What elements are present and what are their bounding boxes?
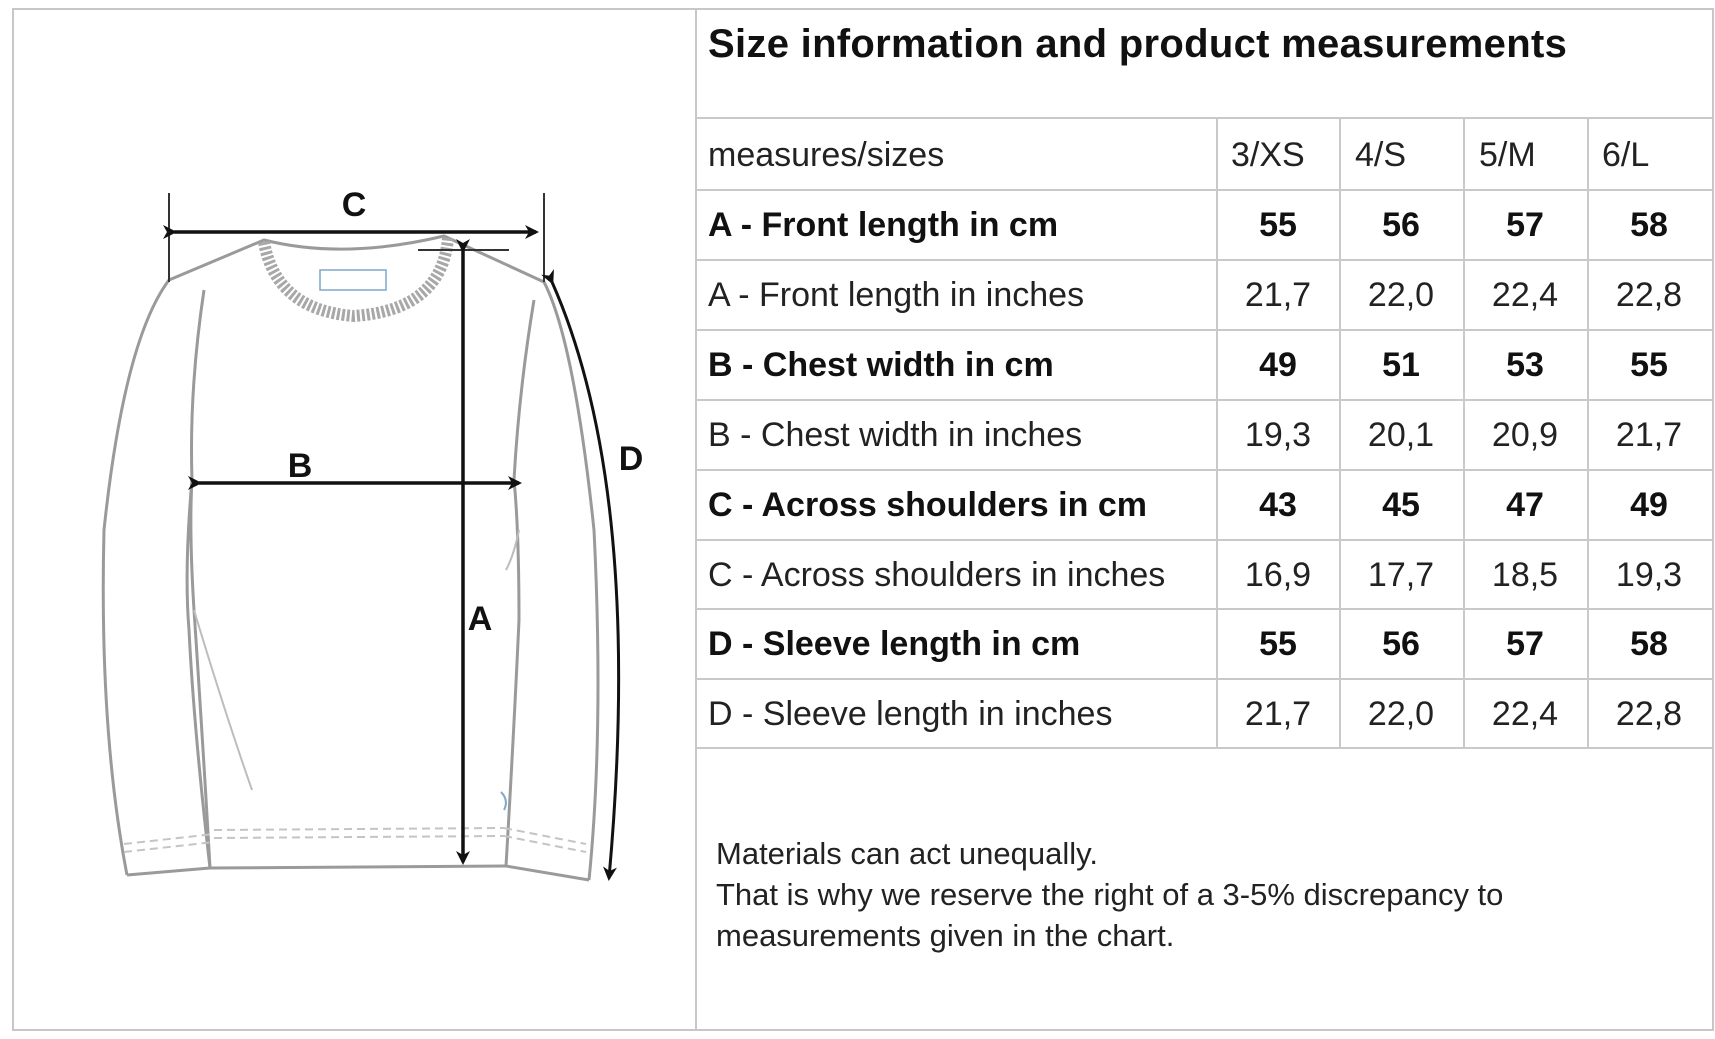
- table-cell: 22,0: [1367, 276, 1435, 314]
- table-cell: 58: [1630, 206, 1668, 244]
- table-cell: 17,7: [1367, 556, 1435, 594]
- hem-stitching: [124, 828, 586, 852]
- table-cell: 56: [1382, 625, 1420, 663]
- table-cell: 20,1: [1367, 416, 1435, 454]
- table-cell: 21,7: [1244, 695, 1312, 733]
- table-cell: 22,4: [1491, 276, 1559, 314]
- label-d: D: [618, 440, 644, 478]
- row-label-front-length-cm: A - Front length in cm: [708, 206, 1059, 244]
- panel-divider: [695, 8, 697, 1031]
- table-cell: 55: [1630, 346, 1668, 384]
- size-header-s: 4/S: [1355, 136, 1407, 174]
- arrow-d: [552, 282, 619, 878]
- column-divider: [1587, 117, 1589, 749]
- table-cell: 55: [1259, 625, 1297, 663]
- table-cell: 55: [1259, 206, 1297, 244]
- row-divider: [695, 678, 1714, 680]
- table-cell: 57: [1506, 625, 1544, 663]
- table-cell: 58: [1630, 625, 1668, 663]
- row-label-sleeve-length-inches: D - Sleeve length in inches: [708, 695, 1113, 733]
- column-divider: [1463, 117, 1465, 749]
- table-cell: 18,5: [1491, 556, 1559, 594]
- side-logo: [501, 792, 506, 810]
- garment-diagram: [14, 10, 694, 1029]
- column-divider: [1339, 117, 1341, 749]
- column-divider: [1216, 117, 1218, 749]
- table-cell: 43: [1259, 486, 1297, 524]
- table-cell: 20,9: [1491, 416, 1559, 454]
- table-cell: 47: [1506, 486, 1544, 524]
- table-cell: 22,8: [1615, 276, 1683, 314]
- table-cell: 49: [1630, 486, 1668, 524]
- table-cell: 21,7: [1244, 276, 1312, 314]
- table-cell: 45: [1382, 486, 1420, 524]
- row-label-front-length-inches: A - Front length in inches: [708, 276, 1085, 314]
- row-label-chest-width-cm: B - Chest width in cm: [708, 346, 1054, 384]
- header-measures-sizes: measures/sizes: [708, 136, 945, 174]
- row-label-chest-width-inches: B - Chest width in inches: [708, 416, 1083, 454]
- row-divider: [695, 539, 1714, 541]
- sweater-illustration: [14, 10, 694, 1029]
- label-b: B: [287, 447, 313, 485]
- table-cell: 21,7: [1615, 416, 1683, 454]
- neck-label: [320, 270, 386, 290]
- row-label-across-shoulders-inches: C - Across shoulders in inches: [708, 556, 1166, 594]
- note-line-2: That is why we reserve the right of a 3-5% discrepancy to: [716, 877, 1504, 912]
- table-cell: 19,3: [1615, 556, 1683, 594]
- note-line-1: Materials can act unequally.: [716, 836, 1098, 871]
- row-divider: [695, 608, 1714, 610]
- table-bottom-border: [695, 747, 1714, 749]
- table-cell: 56: [1382, 206, 1420, 244]
- row-divider: [695, 469, 1714, 471]
- table-cell: 19,3: [1244, 416, 1312, 454]
- table-cell: 22,8: [1615, 695, 1683, 733]
- table-cell: 22,0: [1367, 695, 1435, 733]
- label-a: A: [467, 600, 493, 638]
- table-cell: 22,4: [1491, 695, 1559, 733]
- table-cell: 53: [1506, 346, 1544, 384]
- table-cell: 51: [1382, 346, 1420, 384]
- row-divider: [695, 399, 1714, 401]
- size-header-m: 5/M: [1479, 136, 1536, 174]
- page-title: Size information and product measurements: [708, 22, 1568, 66]
- note-line-3: measurements given in the chart.: [716, 918, 1175, 953]
- row-divider: [695, 329, 1714, 331]
- table-cell: 16,9: [1244, 556, 1312, 594]
- discrepancy-note: [716, 833, 1503, 956]
- row-label-across-shoulders-cm: C - Across shoulders in cm: [708, 486, 1147, 524]
- sweater-outline: [103, 236, 598, 880]
- size-header-l: 6/L: [1602, 136, 1650, 174]
- table-cell: 57: [1506, 206, 1544, 244]
- size-header-xs: 3/XS: [1231, 136, 1305, 174]
- row-divider: [695, 259, 1714, 261]
- row-label-sleeve-length-cm: D - Sleeve length in cm: [708, 625, 1081, 663]
- table-top-border: [695, 117, 1714, 119]
- row-divider: [695, 189, 1714, 191]
- label-c: C: [341, 186, 367, 224]
- table-cell: 49: [1259, 346, 1297, 384]
